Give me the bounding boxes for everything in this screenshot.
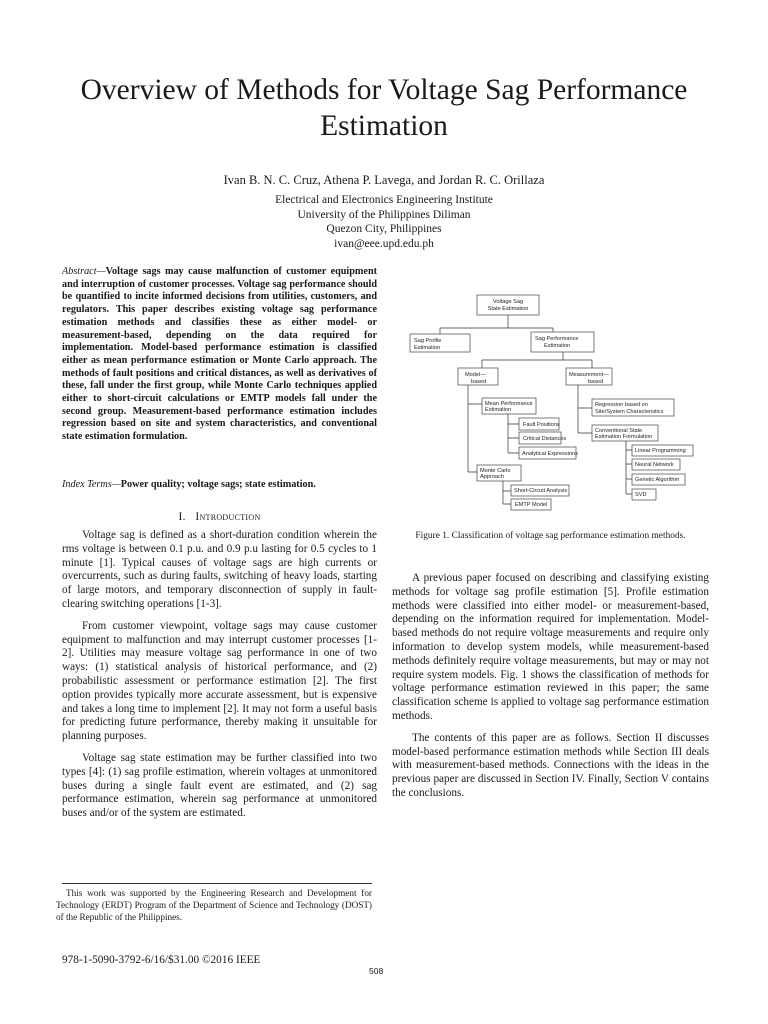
intro-paragraph-3: Voltage sag state estimation may be further classified into two types [4]: (1) sag profile estimation, wherein voltages at unmonitored buses during a single fault event are estimated, and (2) sag performance estimation, wherein sag performance at unmonitored buses and/or of the system are estimated. <box>62 751 377 820</box>
intro-paragraph-2: From customer viewpoint, voltage sags may cause customer equipment to malfunction and may interrupt customer processes [1-2]. Utilities may measure voltage sag performance in one of two ways: (1) statistical analysis of historical performance, and (2) probabilistic assessment or performance estimation [2]. The first option provides typically more accurate assessment, but is expensive and takes a long time to implement [2]. It may not form a useful basis for predicting future performance, thereby making it unsuitable for planning purposes. <box>62 619 377 743</box>
node-critical-distances: Critical Distances <box>523 436 567 442</box>
node-mean-line2: Estimation <box>485 407 512 413</box>
node-fault-positions: Fault Positions <box>523 422 560 428</box>
node-genetic-algorithm: Genetic Algorithm <box>635 477 680 483</box>
figure-1-classification-diagram <box>398 290 708 520</box>
right-paragraph-1: A previous paper focused on describing and classifying existing methods for voltage sag profile estimation [5]. Profile estimation methods were classified into either model- or measurement-based, depending on the information required for implementation. Model-based methods do not require voltage measurements and require only information to develop system models, while measurement-based methods definitely require voltage measurements, but may or may not require system models. Fig. 1 shows the classification of methods for voltage performance estimation reviewed in this paper; the same classification scheme is applied to voltage sag performance estimation methods. <box>392 572 709 722</box>
node-svd: SVD <box>635 492 647 498</box>
node-regression-line2: Site/System Characteristics <box>595 409 664 415</box>
introduction-body <box>62 529 377 829</box>
node-measurement-line2: based <box>588 379 604 385</box>
index-terms-label: Index Terms— <box>62 479 121 490</box>
index-terms <box>62 479 377 492</box>
node-root-line2: State Estimation <box>487 306 529 312</box>
figure-1-caption: Figure 1. Classification of voltage sag performance estimation methods. <box>415 531 686 541</box>
right-column-body <box>392 572 709 809</box>
classification-tree <box>398 290 708 520</box>
node-profile-line1: Sag Profile <box>414 338 442 344</box>
node-root-line1: Voltage Sag <box>492 299 524 305</box>
node-monte-carlo-line1: Monte Carlo <box>480 468 511 474</box>
email-line: ivan@eee.upd.edu.ph <box>334 237 434 250</box>
section-heading-introduction <box>62 511 377 523</box>
node-conventional-line2: Estimation Formulation <box>595 434 653 440</box>
paper-title: Overview of Methods for Voltage Sag Performance Estimation <box>80 74 688 142</box>
page-number: 508 <box>369 966 384 976</box>
node-conventional-line1: Conventional State <box>595 428 643 434</box>
author-list: Ivan B. N. C. Cruz, Athena P. Lavega, and Jordan R. C. Orillaza <box>223 173 545 187</box>
city-line: Quezon City, Philippines <box>326 223 442 236</box>
section-number: I. <box>178 511 186 523</box>
node-mean-line1: Mean Performance <box>485 401 533 407</box>
node-short-circuit: Short-Circuit Analysis <box>514 488 568 494</box>
university-line: University of the Philippines Diliman <box>297 208 471 221</box>
abstract-text: Voltage sags may cause malfunction of customer equipment and interruption of customer processes. Voltage sag performance should be quantified to incite informed decisions from utilities, customers, and regulators. This paper describes existing voltage sag performance estimation methods and classifies these as either model- or measurement-based, depending on the data required for implementation. Model-based performance estimation is classified either as mean performance estimation or Monte Carlo approach. The methods of fault positions and critical distances, as well as derivatives of these, fall under the first group, while Monte Carlo techniques applied either to short-circuit calculations or EMTP models fall under the second group. Measurement-based performance estimation includes regression based on site and system characteristics, and conventional state estimation formulation. <box>62 266 377 443</box>
node-monte-carlo-line2: Approach <box>480 474 504 480</box>
node-model-line1: Model— <box>465 372 486 378</box>
right-paragraph-2: The contents of this paper are as follows. Section II discusses model-based performance estimation methods while Section III deals with measurement-based methods. Connections with the ideas in the previous paper are discussed in Section IV. Finally, Section V contains the conclusions. <box>392 731 709 799</box>
abstract-label: Abstract— <box>62 266 106 277</box>
node-neural-network: Neural Network <box>635 462 674 468</box>
node-analytical-expressions: Analytical Expressions <box>522 451 578 457</box>
node-performance-line2: Estimation <box>544 343 571 349</box>
copyright-line: 978-1-5090-3792-6/16/$31.00 ©2016 IEEE <box>62 954 261 966</box>
index-terms-text: Power quality; voltage sags; state estimation. <box>120 479 316 490</box>
node-measurement-line1: Measurement— <box>569 372 609 378</box>
intro-paragraph-1: Voltage sag is defined as a short-duration condition wherein the rms voltage is between 0.1 p.u. and 0.9 p.u lasting for 0.5 cycles to 1 minute [1]. Typical causes of voltage sags are high currents or overcurrents, such as during faults, switching of heavy loads, starting of large motors, and temporary disconnection of supply in fault-clearing switching operations [1-3]. <box>62 529 377 610</box>
section-title: Introduction <box>195 511 261 523</box>
node-linear-programming: Linear Programming <box>635 448 686 454</box>
node-profile-line2: Estimation <box>414 345 441 351</box>
node-model-line2: based <box>471 379 487 385</box>
affiliation-block <box>0 193 768 251</box>
funding-footnote: This work was supported by the Engineering Research and Development for Technology (ERDT) Program of the Department of Science and Technology (DOST) of the Republic of the Philippines. <box>56 888 372 923</box>
node-emtp: EMTP Model <box>515 502 548 508</box>
node-regression-line1: Regression based on <box>595 402 648 408</box>
footnote-rule <box>62 883 372 884</box>
institute-line: Electrical and Electronics Engineering Institute <box>275 194 493 206</box>
node-performance-line1: Sag Performance <box>535 336 579 342</box>
abstract <box>62 266 377 444</box>
